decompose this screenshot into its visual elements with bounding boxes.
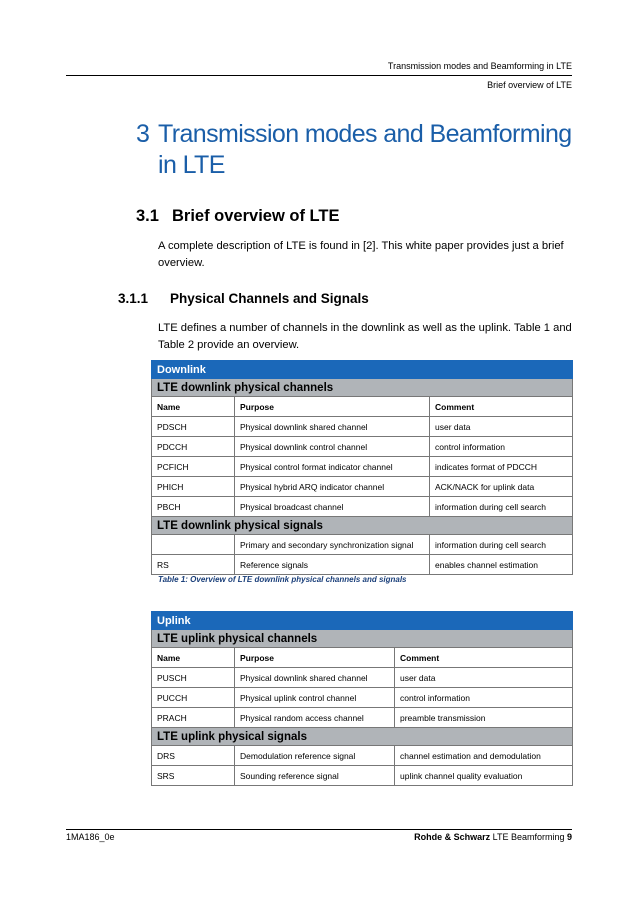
subsection-number: 3.1.1 [118,291,149,306]
downlink-column-headers [152,397,573,417]
cell-purpose: Sounding reference signal [235,766,395,786]
section-number: 3.1 [136,207,159,225]
footer-doc-id: 1MA186_0e [66,832,115,842]
downlink-table [151,360,573,575]
cell-comment: enables channel estimation [430,555,573,575]
table-row [152,497,573,517]
table-row [152,766,573,786]
column-header-name: Name [152,648,235,668]
footer-doc-title: LTE Beamforming [492,832,565,842]
subsection-heading [118,291,369,306]
cell-name: PDCCH [152,437,235,457]
downlink-channels-heading: LTE downlink physical channels [152,379,573,397]
cell-comment: control information [430,437,573,457]
cell-name: DRS [152,746,235,766]
footer-right [414,832,572,842]
table-row [152,457,573,477]
cell-name [152,535,235,555]
cell-purpose: Physical downlink shared channel [235,668,395,688]
column-header-name: Name [152,397,235,417]
cell-comment: channel estimation and demodulation [395,746,573,766]
cell-purpose: Primary and secondary synchronization signal [235,535,430,555]
running-header-subtitle: Brief overview of LTE [487,80,572,90]
table-row [152,668,573,688]
table-row [152,477,573,497]
header-rule [66,75,572,76]
footer-rule [66,829,572,830]
table-1-caption: Table 1: Overview of LTE downlink physical channels and signals [158,575,407,584]
column-header-comment: Comment [395,648,573,668]
section-title: Brief overview of LTE [172,207,340,225]
section-heading [136,207,339,226]
chapter-heading [136,119,576,181]
cell-name: PUSCH [152,668,235,688]
table-row [152,688,573,708]
table-row [152,417,573,437]
cell-name: PBCH [152,497,235,517]
running-header-title: Transmission modes and Beamforming in LTE [387,61,572,71]
cell-comment: ACK/NACK for uplink data [430,477,573,497]
table-row [152,535,573,555]
cell-purpose: Physical hybrid ARQ indicator channel [235,477,430,497]
cell-purpose: Physical uplink control channel [235,688,395,708]
cell-comment: uplink channel quality evaluation [395,766,573,786]
uplink-direction-header: Uplink [152,612,573,630]
cell-purpose: Physical random access channel [235,708,395,728]
table-row [152,555,573,575]
uplink-column-headers [152,648,573,668]
chapter-number: 3 [136,120,150,148]
cell-purpose: Reference signals [235,555,430,575]
cell-name: PUCCH [152,688,235,708]
cell-name: PDSCH [152,417,235,437]
column-header-comment: Comment [430,397,573,417]
cell-name: PHICH [152,477,235,497]
column-header-purpose: Purpose [235,397,430,417]
subsection-paragraph: LTE defines a number of channels in the downlink as well as the uplink. Table 1 and Table 2 provide an overview. [158,322,572,351]
uplink-channels-heading: LTE uplink physical channels [152,630,573,648]
cell-comment: user data [430,417,573,437]
downlink-direction-header: Downlink [152,361,573,379]
uplink-table [151,611,573,786]
table-row [152,708,573,728]
cell-name: PRACH [152,708,235,728]
cell-comment: information during cell search [430,497,573,517]
cell-comment: preamble transmission [395,708,573,728]
uplink-signals-heading: LTE uplink physical signals [152,728,573,746]
subsection-title: Physical Channels and Signals [170,291,369,306]
cell-comment: control information [395,688,573,708]
chapter-title: Transmission modes and Beamforming in LTE [158,120,572,179]
table-row [152,746,573,766]
cell-comment: information during cell search [430,535,573,555]
cell-purpose: Physical downlink control channel [235,437,430,457]
downlink-signals-heading: LTE downlink physical signals [152,517,573,535]
cell-name: PCFICH [152,457,235,477]
cell-purpose: Physical downlink shared channel [235,417,430,437]
cell-name: RS [152,555,235,575]
cell-name: SRS [152,766,235,786]
cell-comment: indicates format of PDCCH [430,457,573,477]
cell-purpose: Physical control format indicator channel [235,457,430,477]
table-row [152,437,573,457]
page-number: 9 [566,832,572,842]
column-header-purpose: Purpose [235,648,395,668]
section-paragraph: A complete description of LTE is found in [2]. This white paper provides just a brief overview. [158,240,564,269]
footer-brand: Rohde & Schwarz [414,832,491,842]
cell-comment: user data [395,668,573,688]
cell-purpose: Demodulation reference signal [235,746,395,766]
cell-purpose: Physical broadcast channel [235,497,430,517]
